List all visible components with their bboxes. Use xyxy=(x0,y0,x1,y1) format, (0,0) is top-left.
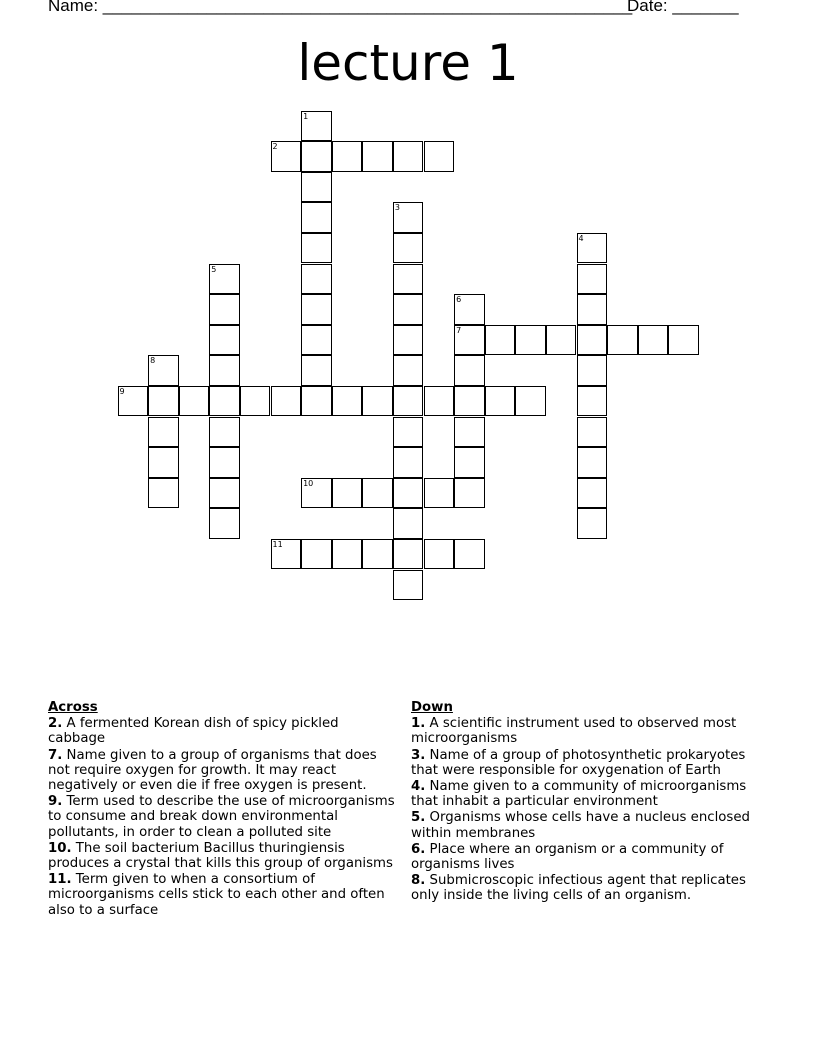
grid-cell[interactable] xyxy=(577,264,608,295)
cell-number: 7 xyxy=(456,325,462,335)
clue-text: Name of a group of photosynthetic prokaryotes that were responsible for oxygenation of Earth xyxy=(411,747,746,778)
grid-cell[interactable] xyxy=(577,508,608,539)
grid-cell[interactable] xyxy=(209,294,240,325)
grid-cell[interactable] xyxy=(209,355,240,386)
grid-cell[interactable] xyxy=(485,386,516,417)
grid-cell[interactable] xyxy=(577,355,608,386)
grid-cell[interactable] xyxy=(209,478,240,509)
grid-cell[interactable] xyxy=(209,508,240,539)
grid-cell[interactable] xyxy=(209,417,240,448)
cell-number: 2 xyxy=(272,142,278,152)
grid-cell[interactable] xyxy=(515,386,546,417)
cell-number: 1 xyxy=(303,111,309,121)
grid-cell[interactable] xyxy=(332,539,363,570)
page-title: lecture 1 xyxy=(297,34,519,92)
grid-cell[interactable] xyxy=(332,141,363,172)
grid-cell[interactable] xyxy=(301,294,332,325)
down-clues xyxy=(411,700,761,905)
down-clue xyxy=(411,842,761,872)
grid-cell[interactable] xyxy=(454,447,485,478)
grid-cell[interactable] xyxy=(393,233,424,264)
grid-cell[interactable] xyxy=(209,386,240,417)
grid-cell[interactable] xyxy=(362,386,393,417)
clue-text: A fermented Korean dish of spicy pickled cabbage xyxy=(48,716,339,747)
grid-cell[interactable] xyxy=(179,386,210,417)
grid-cell[interactable] xyxy=(454,294,485,325)
grid-cell[interactable] xyxy=(301,111,332,142)
grid-cell[interactable] xyxy=(393,141,424,172)
clue-text: Term used to describe the use of microorganisms to consume and break down environmental pollutants, in order to clean a polluted site xyxy=(48,794,395,840)
grid-cell[interactable] xyxy=(577,417,608,448)
clue-number: 2. xyxy=(48,716,63,732)
clue-text: Submicroscopic infectious agent that replicates only inside the living cells of an organism. xyxy=(411,873,746,904)
grid-cell[interactable] xyxy=(393,570,424,601)
grid-cell[interactable] xyxy=(301,478,332,509)
grid-cell[interactable] xyxy=(393,325,424,356)
grid-cell[interactable] xyxy=(577,325,608,356)
grid-cell[interactable] xyxy=(424,539,455,570)
grid-cell[interactable] xyxy=(271,386,302,417)
cell-number: 6 xyxy=(456,295,462,305)
grid-cell[interactable] xyxy=(240,386,271,417)
clue-text: Term given to when a consortium of microorganisms cells stick to each other and often also to a surface xyxy=(48,872,385,918)
grid-cell[interactable] xyxy=(393,417,424,448)
across-clue xyxy=(48,872,398,918)
grid-cell[interactable] xyxy=(393,294,424,325)
grid-cell[interactable] xyxy=(577,447,608,478)
grid-cell[interactable] xyxy=(301,325,332,356)
grid-cell[interactable] xyxy=(668,325,699,356)
grid-cell[interactable] xyxy=(546,325,577,356)
grid-cell[interactable] xyxy=(209,264,240,295)
down-clue xyxy=(411,779,761,809)
grid-cell[interactable] xyxy=(209,325,240,356)
grid-cell[interactable] xyxy=(485,325,516,356)
grid-cell[interactable] xyxy=(454,386,485,417)
grid-cell[interactable] xyxy=(454,325,485,356)
grid-cell[interactable] xyxy=(271,141,302,172)
clue-number: 1. xyxy=(411,716,426,732)
across-clue xyxy=(48,748,398,794)
grid-cell[interactable] xyxy=(424,141,455,172)
grid-cell[interactable] xyxy=(148,447,179,478)
grid-cell[interactable] xyxy=(577,294,608,325)
grid-cell[interactable] xyxy=(209,447,240,478)
clue-text: Place where an organism or a community of organisms lives xyxy=(411,841,724,873)
grid-cell[interactable] xyxy=(577,233,608,264)
clue-text: Organisms whose cells have a nucleus enclosed within membranes xyxy=(411,810,750,841)
across-heading: Across xyxy=(48,700,98,715)
cell-number: 9 xyxy=(119,386,125,396)
across-clue xyxy=(48,794,398,840)
grid-cell[interactable] xyxy=(393,202,424,233)
grid-cell[interactable] xyxy=(454,417,485,448)
down-clue xyxy=(411,873,761,903)
cell-number: 5 xyxy=(211,264,217,274)
grid-cell[interactable] xyxy=(638,325,669,356)
clue-number: 5. xyxy=(411,810,426,826)
grid-cell[interactable] xyxy=(393,539,424,570)
grid-cell[interactable] xyxy=(393,508,424,539)
across-clue xyxy=(48,841,398,871)
cell-number: 10 xyxy=(303,478,314,488)
grid-cell[interactable] xyxy=(301,202,332,233)
grid-cell[interactable] xyxy=(332,386,363,417)
cell-number: 4 xyxy=(578,233,584,243)
across-clues xyxy=(48,700,398,919)
grid-cell[interactable] xyxy=(362,478,393,509)
grid-cell[interactable] xyxy=(301,539,332,570)
date-field[interactable]: Date: _______ xyxy=(627,0,739,15)
clue-number: 3. xyxy=(411,747,426,763)
grid-cell[interactable] xyxy=(607,325,638,356)
clue-text: The soil bacterium Bacillus thuringiensis produces a crystal that kills this group of organisms xyxy=(48,840,393,872)
clue-text: A scientific instrument used to observed most microorganisms xyxy=(411,716,737,747)
clue-number: 9. xyxy=(48,794,63,810)
grid-cell[interactable] xyxy=(362,141,393,172)
clue-number: 8. xyxy=(411,873,426,889)
grid-cell[interactable] xyxy=(301,141,332,172)
down-heading: Down xyxy=(411,700,453,715)
down-clue xyxy=(411,748,761,778)
cell-number: 8 xyxy=(150,356,156,366)
grid-cell[interactable] xyxy=(148,478,179,509)
grid-cell[interactable] xyxy=(515,325,546,356)
clue-number: 6. xyxy=(411,841,426,857)
grid-cell[interactable] xyxy=(454,355,485,386)
grid-cell[interactable] xyxy=(454,478,485,509)
clue-number: 7. xyxy=(48,747,63,763)
grid-cell[interactable] xyxy=(301,233,332,264)
grid-cell[interactable] xyxy=(301,172,332,203)
grid-cell[interactable] xyxy=(118,386,149,417)
grid-cell[interactable] xyxy=(332,478,363,509)
clue-number: 11. xyxy=(48,872,72,888)
grid-cell[interactable] xyxy=(577,478,608,509)
grid-cell[interactable] xyxy=(393,447,424,478)
grid-cell[interactable] xyxy=(271,539,302,570)
grid-cell[interactable] xyxy=(424,386,455,417)
grid-cell[interactable] xyxy=(301,386,332,417)
down-clue xyxy=(411,810,761,840)
clue-text: Name given to a community of microorganisms that inhabit a particular environment xyxy=(411,779,747,810)
grid-cell[interactable] xyxy=(393,386,424,417)
grid-cell[interactable] xyxy=(393,264,424,295)
clue-number: 4. xyxy=(411,779,426,795)
clue-number: 10. xyxy=(48,840,72,856)
grid-cell[interactable] xyxy=(148,355,179,386)
grid-cell[interactable] xyxy=(148,386,179,417)
grid-cell[interactable] xyxy=(301,355,332,386)
cell-number: 3 xyxy=(394,203,400,213)
grid-cell[interactable] xyxy=(148,417,179,448)
grid-cell[interactable] xyxy=(362,539,393,570)
across-clue xyxy=(48,716,398,746)
cell-number: 11 xyxy=(272,539,283,549)
grid-cell[interactable] xyxy=(454,539,485,570)
grid-cell[interactable] xyxy=(577,386,608,417)
grid-cell[interactable] xyxy=(393,355,424,386)
name-field[interactable]: Name: ________________________________________________________ xyxy=(48,0,633,15)
clue-text: Name given to a group of organisms that does not require oxygen for growth. It may react negatively or even die if free oxygen is present. xyxy=(48,747,377,794)
grid-cell[interactable] xyxy=(301,264,332,295)
down-clue xyxy=(411,716,761,746)
grid-cell[interactable] xyxy=(424,478,455,509)
grid-cell[interactable] xyxy=(393,478,424,509)
